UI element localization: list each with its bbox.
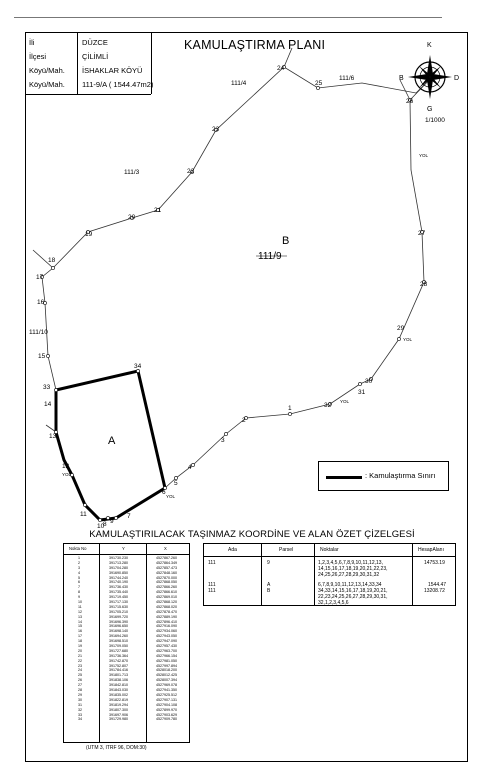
coord-y: 391744.240	[109, 575, 128, 580]
point-label: 3	[221, 437, 225, 444]
point-label: 31	[358, 389, 366, 396]
coord-nokta: 12	[78, 609, 82, 614]
coord-x: 4527869.010	[156, 595, 177, 600]
coord-nokta: 21	[78, 653, 82, 658]
area-row-ada: 111	[208, 582, 216, 588]
point-label: 7	[127, 513, 131, 520]
coord-header-x: X	[164, 546, 167, 551]
legend-label: : Kamulaştırma Sınırı	[365, 471, 436, 480]
coord-nokta: 28	[78, 688, 82, 693]
coord-x: 4527903.629	[156, 712, 177, 717]
coord-nokta: 3	[78, 565, 80, 570]
coord-y: 391807.300	[109, 707, 128, 712]
coord-x: 4527899.970	[156, 707, 177, 712]
parcel-label-111-10: 111/10	[29, 329, 48, 336]
coord-nokta: 31	[78, 702, 82, 707]
point-label: 28	[420, 281, 428, 288]
coord-y: 391699.720	[109, 614, 128, 619]
point-label: 33	[43, 384, 51, 391]
coord-y: 391727.680	[109, 648, 128, 653]
coord-header-nokta: Nokta No	[69, 546, 87, 551]
value-parsel: 111-9/A ( 1544.47m2)	[82, 80, 154, 89]
coord-y: 391713.280	[109, 560, 128, 565]
coord-x: 4527878.470	[156, 609, 177, 614]
coord-x: 4527868.050	[156, 580, 177, 585]
coord-nokta: 11	[78, 604, 82, 609]
point-label: 16	[37, 299, 45, 306]
coord-x: 4527909.780	[156, 717, 177, 722]
point-label: 6	[162, 489, 166, 496]
coord-nokta: 15	[78, 624, 82, 629]
coord-nokta: 5	[78, 575, 80, 580]
coord-nokta: 17	[78, 634, 82, 639]
label-koy: Köyü/Mah.	[29, 66, 65, 75]
coord-nokta: 20	[78, 648, 82, 653]
coord-y: 391842.810	[109, 683, 128, 688]
point-label: 32	[324, 402, 332, 409]
coord-x: 4527947.090	[156, 639, 177, 644]
coord-nokta: 34	[78, 717, 82, 722]
parcel-boundary-line-east	[42, 67, 434, 414]
point-label: 9	[110, 518, 114, 525]
coord-y: 391696.390	[109, 619, 128, 624]
scale-label: 1/1000	[425, 117, 445, 124]
coordinate-rows	[64, 556, 189, 722]
coord-y: 391698.510	[109, 639, 128, 644]
legend-box	[318, 461, 449, 491]
point-label: 26	[406, 98, 414, 105]
coord-y: 391784.416	[109, 668, 128, 673]
area-row-parsel: 9	[267, 560, 270, 566]
coord-x: 4527889.190	[156, 614, 177, 619]
coord-x: 4528007.394	[156, 678, 177, 683]
point-label: 30	[365, 378, 373, 385]
parcel-tick-24	[284, 48, 292, 67]
coord-x: 4527963.700	[156, 648, 177, 653]
coord-y: 391736.364	[109, 653, 128, 658]
coord-nokta: 14	[78, 619, 82, 624]
coord-y: 391694.260	[109, 634, 128, 639]
parcel-label-b: B	[282, 235, 290, 247]
coord-x: 4527870.000	[156, 575, 177, 580]
point-label: 22	[187, 168, 195, 175]
area-row-parsel: A	[267, 582, 271, 588]
compass-south: G	[427, 106, 433, 113]
coord-nokta: 6	[78, 580, 80, 585]
coord-x: 4527916.090	[156, 624, 177, 629]
coord-y: 391740.190	[109, 580, 128, 585]
point-label: 27	[418, 230, 426, 237]
area-row-ada: 111	[208, 560, 216, 566]
point-label: 24	[277, 65, 285, 72]
point-label: 8	[103, 521, 107, 528]
point-label: 23	[212, 126, 220, 133]
point-label: 1	[288, 405, 292, 412]
label-koy-2: Köyü/Mah.	[29, 80, 65, 89]
coord-x: 4527966.154	[156, 653, 177, 658]
point-label: 10	[97, 523, 105, 530]
coord-y: 391709.050	[109, 644, 128, 649]
point-label: 2	[242, 417, 246, 424]
coord-x: 4527868.020	[156, 604, 177, 609]
road-label: YOL	[166, 494, 176, 499]
value-il: DÜZCE	[82, 38, 108, 47]
coord-nokta: 7	[78, 585, 80, 590]
coord-nokta: 4	[78, 570, 80, 575]
coord-x: 4527867.260	[156, 556, 177, 560]
area-row-ada: 111	[208, 588, 216, 594]
coord-y: 391729.980	[109, 717, 128, 722]
coord-nokta: 19	[78, 644, 82, 649]
coord-x: 4527907.131	[156, 697, 177, 702]
coord-nokta: 29	[78, 692, 82, 697]
coord-y: 391822.819	[109, 697, 128, 702]
road-label: YOL	[419, 153, 429, 158]
parcel-boundary-line	[165, 414, 290, 488]
coord-x: 4527904.108	[156, 702, 177, 707]
area-row-noktalar: 34,33,14,15,16,17,18,19,20,21, 22,23,24,25,26,27,28,29,30,31, 32,1,2,3,4,5,6	[318, 588, 388, 607]
table-row	[64, 717, 189, 722]
point-label: 34	[134, 363, 142, 370]
coord-y: 391843.030	[109, 688, 128, 693]
point-label: 20	[128, 214, 136, 221]
coord-x: 4527866.260	[156, 585, 177, 590]
point-label: 29	[397, 325, 405, 332]
coord-nokta: 1	[78, 556, 80, 560]
value-koy: İSHAKLAR KÖYÜ	[82, 66, 143, 75]
parcel-label-111-3: 111/3	[124, 169, 140, 176]
coord-x: 4527943.050	[156, 634, 177, 639]
parcel-label-a: A	[108, 435, 116, 447]
point-label: 17	[36, 274, 44, 281]
coord-y: 391715.630	[109, 604, 128, 609]
coord-y: 391742.870	[109, 658, 128, 663]
area-row-parsel: B	[267, 588, 271, 594]
point-label: 12	[62, 463, 70, 470]
coord-x: 4527857.473	[156, 565, 177, 570]
coord-y: 391819.294	[109, 702, 128, 707]
parcel-label-111-4: 111/4	[231, 80, 247, 87]
coord-x: 4527868.120	[156, 600, 177, 605]
point-label: 5	[174, 480, 178, 487]
coord-nokta: 32	[78, 707, 82, 712]
coord-x: 4528018.200	[156, 668, 177, 673]
coord-x: 4527941.350	[156, 688, 177, 693]
point-label: 25	[315, 80, 323, 87]
point-label: 14	[44, 401, 52, 408]
value-ilce: ÇİLİMLİ	[82, 52, 109, 61]
coord-nokta: 30	[78, 697, 82, 702]
coord-y: 391704.280	[109, 565, 128, 570]
page-title: KAMULAŞTIRMA PLANI	[184, 38, 326, 52]
coord-y: 391835.002	[109, 692, 128, 697]
coord-x: 4527934.060	[156, 629, 177, 634]
point-label: 21	[154, 207, 162, 214]
area-header-parsel: Parsel	[279, 547, 294, 553]
coord-y: 391696.650	[109, 624, 128, 629]
coord-y: 391838.106	[109, 678, 128, 683]
point-label: 13	[49, 433, 57, 440]
coord-nokta: 33	[78, 712, 82, 717]
road-label: YOL	[340, 399, 350, 404]
area-table	[203, 543, 456, 606]
coord-x: 4527957.430	[156, 644, 177, 649]
coordinate-table	[63, 543, 190, 743]
compass-north: K	[427, 42, 432, 49]
area-row-noktalar: 1,2,3,4,5,6,7,8,9,10,11,12,13, 14,15,16,17,18,19,20,21,22,23, 24,25,26,27,28,29,30,31,32	[318, 560, 388, 579]
compass-west: B	[399, 75, 404, 82]
road-label: YOL	[62, 472, 72, 477]
area-header-noktalar: Noktalar	[320, 547, 339, 553]
coord-nokta: 9	[78, 595, 80, 600]
summary-title: KAMULAŞTIRILACAK TAŞINMAZ KOORDİNE VE ALAN ÖZET ÇİZELGESİ	[89, 529, 415, 540]
coord-y: 391719.450	[109, 595, 128, 600]
area-row-alan: 1544.47	[428, 582, 447, 588]
compass-east: D	[454, 75, 460, 82]
coord-y: 391717.130	[109, 600, 128, 605]
coord-x: 4527848.160	[156, 570, 177, 575]
area-row-alan: 13208.72	[424, 588, 445, 594]
coord-nokta: 23	[78, 663, 82, 668]
coord-y: 391690.850	[109, 570, 128, 575]
area-header-alan: HesapAlanı	[418, 547, 444, 553]
point-label: 19	[85, 231, 93, 238]
coord-nokta: 2	[78, 560, 80, 565]
coord-footer: (UTM 3, ITRF 96, DOM:30)	[86, 745, 147, 751]
label-ilce: İlçesi	[29, 52, 47, 61]
parcel-label-111-6: 111/6	[339, 75, 355, 82]
area-row-alan: 14753.19	[424, 560, 445, 566]
coord-y: 391730.230	[109, 556, 128, 560]
road-label: YOL	[403, 337, 413, 342]
point-label: 4	[188, 464, 192, 471]
legend-swatch	[326, 476, 362, 479]
area-header-ada: Ada	[228, 547, 237, 553]
coord-y: 391697.906	[109, 712, 128, 717]
coord-x: 4528012.425	[156, 673, 177, 678]
coord-x: 4527969.078	[156, 683, 177, 688]
coord-x: 4527896.410	[156, 619, 177, 624]
coord-x: 4527864.349	[156, 560, 177, 565]
coord-y: 391698.140	[109, 629, 128, 634]
coord-nokta: 27	[78, 683, 82, 688]
point-label: 18	[48, 257, 56, 264]
coord-nokta: 25	[78, 673, 82, 678]
point-label: 15	[38, 353, 46, 360]
coord-nokta: 8	[78, 590, 80, 595]
coord-nokta: 16	[78, 629, 82, 634]
coord-nokta: 24	[78, 668, 82, 673]
coord-y: 391735.440	[109, 590, 128, 595]
coord-y: 391736.430	[109, 585, 128, 590]
coord-header-y: Y	[122, 546, 125, 551]
label-il: İli	[29, 38, 35, 47]
coord-x: 4527981.050	[156, 658, 177, 663]
coord-nokta: 10	[78, 600, 82, 605]
area-row-noktalar: 6,7,8,9,10,11,12,13,14,33,34	[318, 582, 382, 588]
coord-x: 4527925.512	[156, 692, 177, 697]
coord-nokta: 18	[78, 639, 82, 644]
coord-x: 4527997.894	[156, 663, 177, 668]
coord-x: 4527866.610	[156, 590, 177, 595]
parcel-label-main: 111/9	[258, 251, 282, 262]
coord-nokta: 22	[78, 658, 82, 663]
coord-nokta: 26	[78, 678, 82, 683]
point-label: 11	[80, 511, 87, 518]
coord-nokta: 13	[78, 614, 82, 619]
coord-y: 391801.713	[109, 673, 128, 678]
coord-y: 391705.210	[109, 609, 128, 614]
coord-y: 391752.807	[109, 663, 128, 668]
